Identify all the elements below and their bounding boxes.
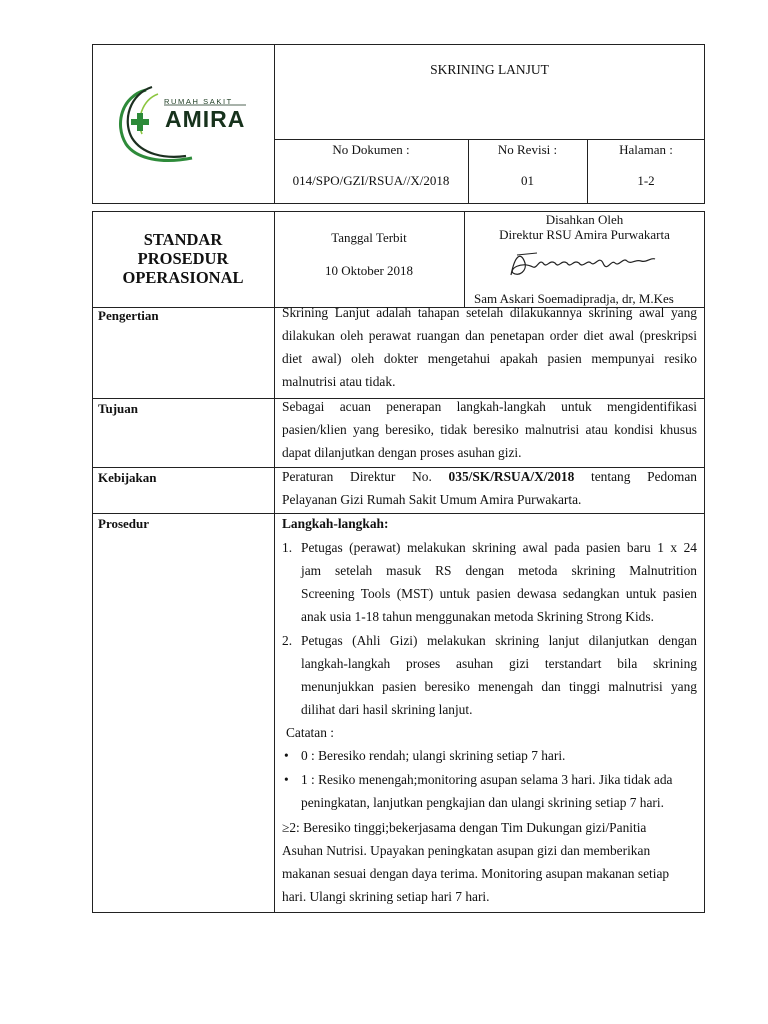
pengertian-line-1: Skrining Lanjut adalah tahapan setelah dilakukannya skrining awal yang xyxy=(282,305,697,320)
bullet-medium-risk xyxy=(301,768,673,814)
tujuan-line-3: dapat dilanjutkan dengan proses asuhan gizi. xyxy=(282,445,522,460)
step-1-text xyxy=(301,536,697,628)
regulation-number: 035/SK/RSUA/X/2018 xyxy=(448,469,575,484)
document-title: SKRINING LANJUT xyxy=(430,62,549,77)
bullet-2-line-1: 1 : Resiko menengah;monitoring asupan selama 3 hari. Jika tidak ada xyxy=(301,772,673,787)
tujuan-line-1: Sebagai acuan penerapan langkah-langkah untuk mengidentifikasi xyxy=(282,399,697,414)
step-2-line-2: langkah-langkah proses asuhan gizi terstandart bila skrining xyxy=(301,656,697,671)
high-risk-line-4: hari. Ulangi skrining setiap hari 7 hari. xyxy=(282,889,490,904)
approved-by-label: Disahkan Oleh xyxy=(545,212,624,227)
logo-subtitle: RUMAH SAKIT xyxy=(164,97,233,106)
hospital-logo xyxy=(112,84,248,166)
issued-date-value: 10 Oktober 2018 xyxy=(324,263,414,278)
kebijakan-line-2: Pelayanan Gizi Rumah Sakit Umum Amira Purwakarta. xyxy=(282,492,582,507)
notes-label: Catatan : xyxy=(286,725,334,740)
revision-label: No Revisi : xyxy=(497,142,558,157)
director-signature xyxy=(507,249,657,281)
step-2-number: 2. xyxy=(282,633,293,648)
step-2-text xyxy=(301,629,697,721)
sop-title-line1: STANDAR xyxy=(143,230,223,249)
sop-title xyxy=(92,230,274,287)
prosedur-heading: Langkah-langkah: xyxy=(282,516,389,531)
pengertian-text xyxy=(282,301,697,393)
header-divider-title xyxy=(274,139,705,140)
issued-date-label: Tanggal Terbit xyxy=(331,230,407,245)
pengertian-line-2: dilakukan oleh perawat ruangan dan penetapan order diet awal (preskripsi xyxy=(282,328,697,343)
logo-wordmark: AMIRA xyxy=(165,106,246,132)
high-risk-line-2: Asuhan Nutrisi. Upayakan peningkatan asupan gizi dan memberikan xyxy=(282,843,651,858)
page-value: 1-2 xyxy=(637,173,655,188)
step-1-number: 1. xyxy=(282,540,293,555)
kebijakan-label: Kebijakan xyxy=(98,470,157,485)
step-2-line-1: Petugas (Ahli Gizi) melakukan skrining lanjut dilanjutkan dengan xyxy=(301,633,697,648)
kebijakan-text xyxy=(282,465,697,511)
sop-title-line3: OPERASIONAL xyxy=(122,268,244,287)
row-divider-kebijakan xyxy=(92,513,705,514)
high-risk-line-1: ≥2: Beresiko tinggi;bekerjasama dengan Tim Dukungan gizi/Panitia xyxy=(282,820,647,835)
pengertian-line-4: malnutrisi atau tidak. xyxy=(282,374,396,389)
prosedur-label: Prosedur xyxy=(98,516,150,531)
step-1-line-4: anak usia 1-18 tahun menggunakan metoda Skrining Strong Kids. xyxy=(301,609,654,624)
pengertian-label: Pengertian xyxy=(98,308,159,323)
tujuan-line-2: pasien/klien yang beresiko, tidak beresiko malnutrisi atau kondisi khusus xyxy=(282,422,697,437)
bullet-2-line-2: peningkatan, lanjutkan pengkajian dan ulangi skrining setiap 7 hari. xyxy=(301,795,664,810)
step-2-line-4: dilihat dari hasil skrining lanjut. xyxy=(301,702,473,717)
revision-value: 01 xyxy=(521,173,534,188)
kebijakan-line1-pre: Peraturan Direktur No. xyxy=(282,469,449,484)
step-1-line-2: jam setelah masuk RS dengan metoda skrining Malnutrition xyxy=(301,563,697,578)
step-2-line-3: menunjukkan pasien beresiko menengah dan tinggi malnutrisi yang xyxy=(301,679,697,694)
approver-title: Direktur RSU Amira Purwakarta xyxy=(499,227,670,242)
high-risk-note xyxy=(282,816,669,908)
sop-title-line2: PROSEDUR xyxy=(137,249,229,268)
kebijakan-line-1 xyxy=(282,465,697,488)
pengertian-line-3: diet awal) oleh dokter mengetahui apakah pasien mempunyai resiko xyxy=(282,351,697,366)
kebijakan-line1-post: tentang Pedoman xyxy=(574,469,697,484)
column-divider xyxy=(274,211,275,913)
tujuan-text xyxy=(282,395,697,464)
step-1-line-1: Petugas (perawat) melakukan skrining awal pada pasien baru 1 x 24 xyxy=(301,540,697,555)
bullet-1-icon: • xyxy=(284,748,289,763)
doc-number-value: 014/SPO/GZI/RSUA//X/2018 xyxy=(292,173,450,188)
bullet-low-risk: 0 : Beresiko rendah; ulangi skrining setiap 7 hari. xyxy=(301,748,566,763)
doc-number-label: No Dokumen : xyxy=(332,142,410,157)
bullet-2-icon: • xyxy=(284,772,289,787)
page-label: Halaman : xyxy=(619,142,673,157)
approver-name: Sam Askari Soemadipradja, dr, M.Kes xyxy=(474,291,674,306)
tujuan-label: Tujuan xyxy=(98,401,138,416)
high-risk-line-3: makanan sesuai dengan daya terima. Monitoring asupan makanan setiap xyxy=(282,866,670,881)
step-1-line-3: Screening Tools (MST) untuk pasien dewasa sedangkan untuk pasien xyxy=(301,586,697,601)
